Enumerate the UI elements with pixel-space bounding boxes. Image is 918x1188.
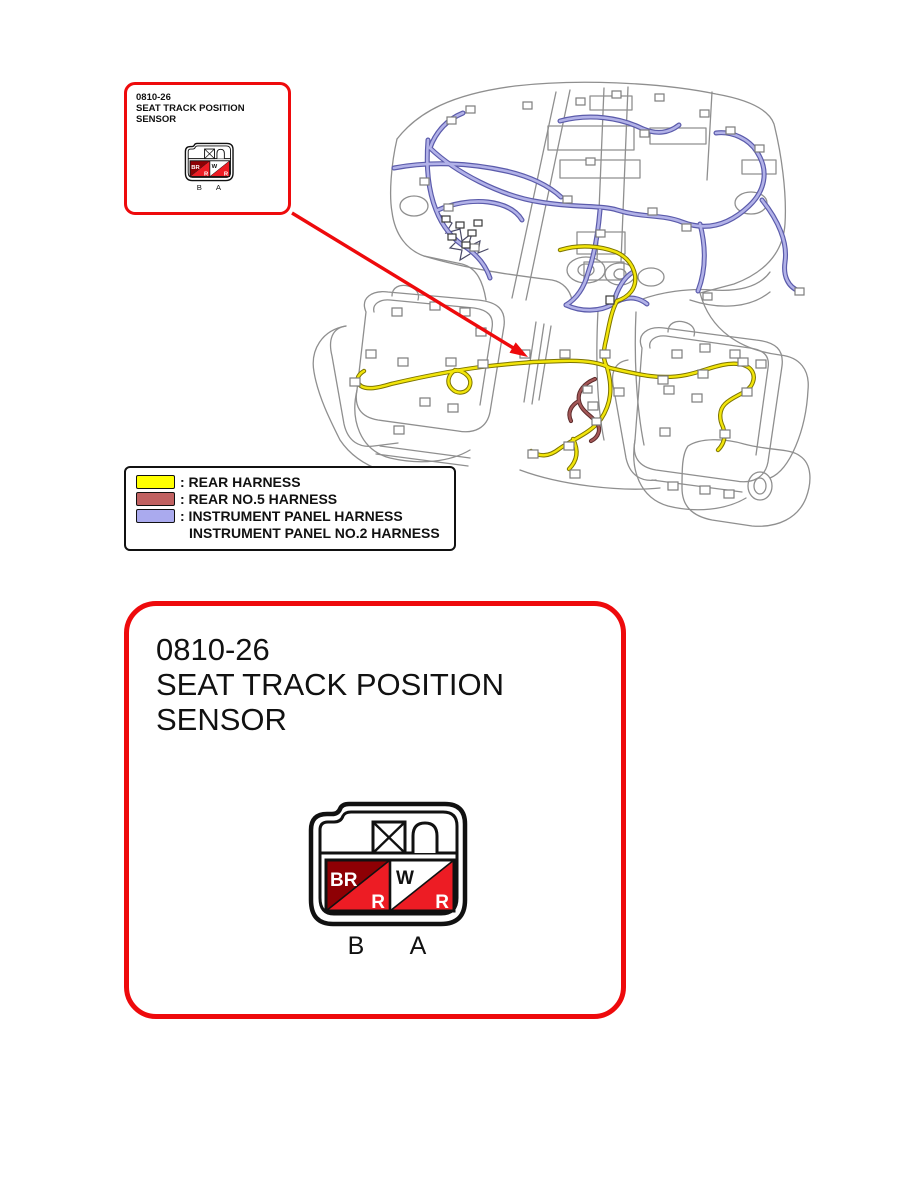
- pin-label-br: BR: [191, 164, 200, 171]
- car-body-outline: [313, 82, 810, 526]
- legend-swatch-rear-no5: [136, 492, 175, 506]
- harness-legend: [124, 466, 456, 551]
- sensor-name-line1: SEAT TRACK POSITION: [156, 667, 504, 702]
- connector-pictograph-small: [181, 141, 243, 192]
- legend-label-instrument-panel-no2: INSTRUMENT PANEL NO.2 HARNESS: [189, 524, 440, 541]
- legend-row-instrument-panel-no2: [136, 524, 454, 541]
- sensor-name-line2: SENSOR: [156, 702, 287, 737]
- sensor-callout-box-small: [124, 82, 291, 215]
- terminal-label-a: A: [215, 182, 222, 192]
- pin-label-r-right: R: [435, 892, 449, 913]
- terminal-label-b: B: [347, 932, 365, 960]
- legend-label-rear-no5: : REAR NO.5 HARNESS: [180, 490, 338, 507]
- sensor-callout-box-large: [124, 601, 626, 1019]
- pin-label-w: W: [211, 164, 218, 171]
- sensor-code: 0810-26: [136, 92, 171, 103]
- rear-harness: [357, 246, 753, 469]
- connector-pictograph-large: [297, 796, 497, 961]
- legend-row-rear: [136, 473, 454, 490]
- sensor-name-line1: SEAT TRACK POSITION: [136, 103, 245, 114]
- sensor-callout-small-text: [136, 92, 245, 125]
- sensor-name-line2: SENSOR: [136, 114, 177, 125]
- pin-label-w: W: [396, 868, 414, 889]
- pin-label-r-right: R: [223, 171, 229, 178]
- sensor-callout-large-text: [156, 632, 504, 737]
- legend-swatch-rear: [136, 475, 175, 489]
- pin-label-br: BR: [330, 870, 358, 891]
- legend-label-rear: : REAR HARNESS: [180, 473, 301, 490]
- sensor-code: 0810-26: [156, 632, 270, 667]
- pin-label-r-left: R: [371, 892, 385, 913]
- terminal-label-a: A: [409, 932, 427, 960]
- legend-swatch-instrument-panel: [136, 509, 175, 523]
- legend-row-instrument-panel: [136, 507, 454, 524]
- legend-row-rear-no5: [136, 490, 454, 507]
- callout-leader-arrow: [292, 213, 528, 357]
- pin-label-r-left: R: [204, 171, 209, 178]
- terminal-label-b: B: [196, 182, 202, 192]
- legend-label-instrument-panel: : INSTRUMENT PANEL HARNESS: [180, 507, 403, 524]
